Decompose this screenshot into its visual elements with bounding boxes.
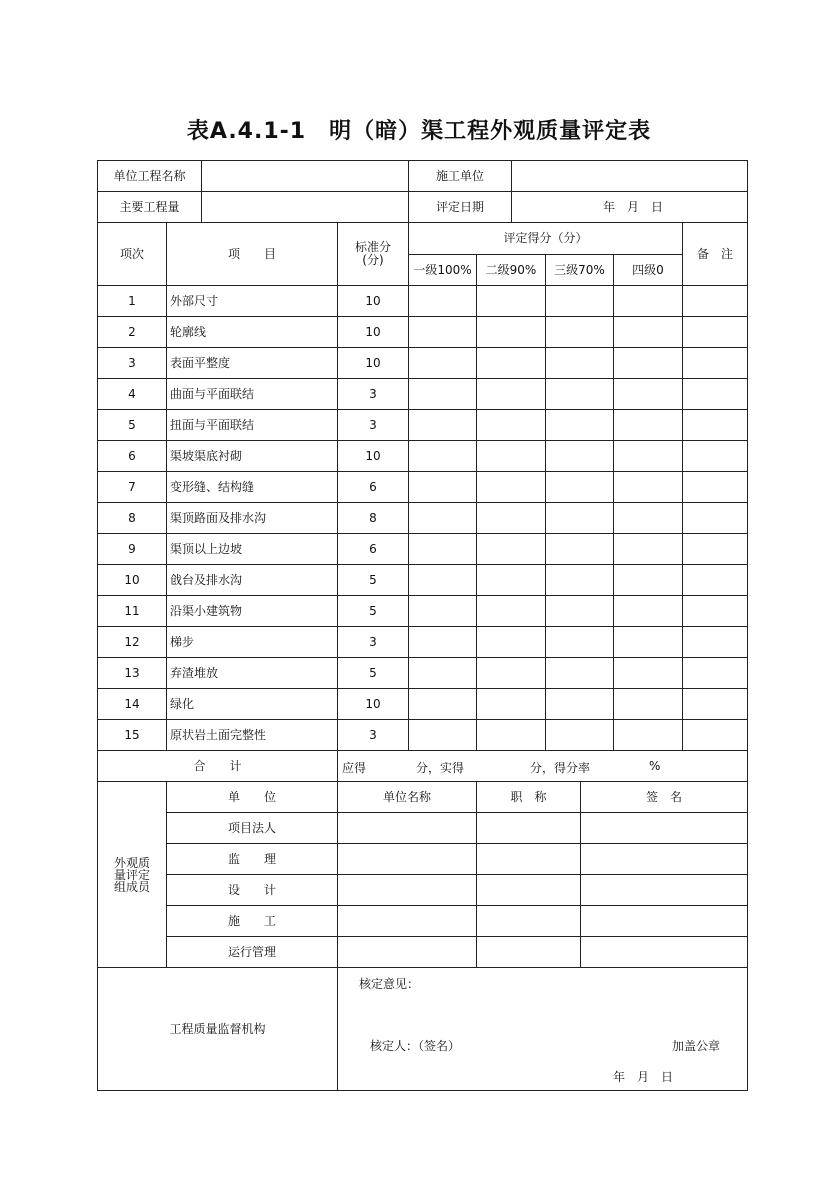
item-standard-score: 5 [337, 595, 409, 627]
unit-project-label: 单位工程名称 [97, 160, 202, 192]
grade-score-cell[interactable] [545, 719, 614, 751]
col-header-grade: 四级0 [613, 254, 683, 286]
contractor-label: 施工单位 [408, 160, 512, 192]
grade-score-cell[interactable] [545, 595, 614, 627]
remarks-cell[interactable] [682, 719, 748, 751]
grade-score-cell[interactable] [476, 347, 546, 379]
remarks-cell[interactable] [682, 285, 748, 317]
col-header-remarks: 备 注 [682, 222, 748, 286]
item-standard-score: 5 [337, 657, 409, 689]
col-header-item: 项 目 [166, 222, 338, 286]
grade-score-cell[interactable] [408, 316, 477, 348]
member-header: 单位名称 [337, 781, 477, 813]
grade-score-cell[interactable] [408, 471, 477, 503]
grade-score-cell[interactable] [476, 471, 546, 503]
grade-score-cell[interactable] [408, 657, 477, 689]
col-header-index: 项次 [97, 222, 167, 286]
grade-score-cell[interactable] [408, 688, 477, 720]
item-name: 梯步 [166, 626, 338, 658]
grade-score-cell[interactable] [545, 533, 614, 565]
grade-score-cell[interactable] [408, 564, 477, 596]
grade-score-cell[interactable] [545, 378, 614, 410]
item-number: 6 [97, 440, 167, 472]
item-standard-score: 8 [337, 502, 409, 534]
member-signature-field[interactable] [580, 812, 748, 844]
grade-score-cell[interactable] [545, 285, 614, 317]
item-number: 1 [97, 285, 167, 317]
grade-score-cell[interactable] [408, 347, 477, 379]
member-role: 运行管理 [166, 936, 338, 968]
item-name: 表面平整度 [166, 347, 338, 379]
item-number: 14 [97, 688, 167, 720]
item-name: 外部尺寸 [166, 285, 338, 317]
member-title-field[interactable] [476, 812, 581, 844]
eval-date-field[interactable]: 年 月 日 [511, 191, 748, 223]
grade-score-cell[interactable] [545, 347, 614, 379]
total-should-label: 应得 [342, 761, 367, 775]
grade-score-cell[interactable] [545, 440, 614, 472]
total-actual-label: 分，实得 [416, 761, 465, 775]
item-standard-score: 5 [337, 564, 409, 596]
remarks-cell[interactable] [682, 657, 748, 689]
item-standard-score: 10 [337, 688, 409, 720]
grade-score-cell[interactable] [613, 347, 683, 379]
unit-project-field[interactable] [201, 160, 409, 192]
member-unit-name-field[interactable] [337, 812, 477, 844]
member-title-field[interactable] [476, 936, 581, 968]
grade-score-cell[interactable] [476, 688, 546, 720]
grade-score-cell[interactable] [408, 378, 477, 410]
grade-score-cell[interactable] [613, 595, 683, 627]
grade-score-cell[interactable] [476, 440, 546, 472]
grade-score-cell[interactable] [408, 440, 477, 472]
col-header-grade: 二级90% [476, 254, 546, 286]
item-number: 2 [97, 316, 167, 348]
grade-score-cell[interactable] [476, 626, 546, 658]
supervision-date: 年 月 日 [613, 1070, 674, 1084]
member-title-field[interactable] [476, 843, 581, 875]
item-standard-score: 10 [337, 316, 409, 348]
grade-score-cell[interactable] [545, 471, 614, 503]
member-unit-name-field[interactable] [337, 936, 477, 968]
page-title: 表A.4.1-1 明（暗）渠工程外观质量评定表 [186, 119, 652, 144]
grade-score-cell[interactable] [476, 378, 546, 410]
grade-score-cell[interactable] [613, 533, 683, 565]
member-header: 职 称 [476, 781, 581, 813]
remarks-cell[interactable] [682, 378, 748, 410]
grade-score-cell[interactable] [613, 409, 683, 441]
opinion-label: 核定意见： [359, 977, 420, 991]
item-name: 沿渠小建筑物 [166, 595, 338, 627]
grade-score-cell[interactable] [476, 719, 546, 751]
grade-score-cell[interactable] [408, 719, 477, 751]
col-header-score-group: 评定得分（分） [408, 222, 683, 255]
item-number: 12 [97, 626, 167, 658]
item-name: 戗台及排水沟 [166, 564, 338, 596]
grade-score-cell[interactable] [476, 564, 546, 596]
grade-score-cell[interactable] [408, 533, 477, 565]
supervision-agency-label: 工程质量监督机构 [97, 967, 338, 1091]
grade-score-cell[interactable] [476, 285, 546, 317]
total-rate-label: 分，得分率 [530, 761, 591, 775]
member-signature-field[interactable] [580, 843, 748, 875]
grade-score-cell[interactable] [476, 595, 546, 627]
item-standard-score: 10 [337, 440, 409, 472]
grade-score-cell[interactable] [408, 626, 477, 658]
remarks-cell[interactable] [682, 688, 748, 720]
grade-score-cell[interactable] [613, 440, 683, 472]
remarks-cell[interactable] [682, 595, 748, 627]
member-role: 监 理 [166, 843, 338, 875]
grade-score-cell[interactable] [476, 502, 546, 534]
grade-score-cell[interactable] [408, 595, 477, 627]
grade-score-cell[interactable] [476, 657, 546, 689]
item-name: 渠顶路面及排水沟 [166, 502, 338, 534]
member-header: 单 位 [166, 781, 338, 813]
grade-score-cell[interactable] [408, 409, 477, 441]
member-title-field[interactable] [476, 905, 581, 937]
contractor-field[interactable] [511, 160, 748, 192]
approver-label: 核定人：（签名） [370, 1039, 461, 1053]
item-number: 15 [97, 719, 167, 751]
total-label: 合 计 [97, 750, 338, 782]
remarks-cell[interactable] [682, 440, 748, 472]
grade-score-cell[interactable] [408, 502, 477, 534]
grade-score-cell[interactable] [545, 688, 614, 720]
col-header-grade: 三级70% [545, 254, 614, 286]
item-number: 4 [97, 378, 167, 410]
item-name: 渠顶以上边坡 [166, 533, 338, 565]
item-name: 弃渣堆放 [166, 657, 338, 689]
member-role: 项目法人 [166, 812, 338, 844]
grade-score-cell[interactable] [613, 471, 683, 503]
item-name: 轮廓线 [166, 316, 338, 348]
member-unit-name-field[interactable] [337, 843, 477, 875]
item-number: 7 [97, 471, 167, 503]
member-role: 施 工 [166, 905, 338, 937]
grade-score-cell[interactable] [613, 657, 683, 689]
grade-score-cell[interactable] [613, 378, 683, 410]
member-unit-name-field[interactable] [337, 874, 477, 906]
item-name: 曲面与平面联结 [166, 378, 338, 410]
member-signature-field[interactable] [580, 905, 748, 937]
remarks-cell[interactable] [682, 347, 748, 379]
remarks-cell[interactable] [682, 626, 748, 658]
main-quantity-label: 主要工程量 [97, 191, 202, 223]
item-standard-score: 6 [337, 533, 409, 565]
grade-score-cell[interactable] [476, 533, 546, 565]
total-percent-label: % [649, 759, 661, 773]
remarks-cell[interactable] [682, 409, 748, 441]
grade-score-cell[interactable] [476, 316, 546, 348]
item-standard-score: 3 [337, 626, 409, 658]
item-standard-score: 10 [337, 347, 409, 379]
remarks-cell[interactable] [682, 502, 748, 534]
item-standard-score: 3 [337, 378, 409, 410]
seal-label: 加盖公章 [672, 1039, 721, 1053]
grade-score-cell[interactable] [613, 719, 683, 751]
item-name: 变形缝、结构缝 [166, 471, 338, 503]
grade-score-cell[interactable] [613, 688, 683, 720]
grade-score-cell[interactable] [476, 409, 546, 441]
item-name: 扭面与平面联结 [166, 409, 338, 441]
grade-score-cell[interactable] [613, 316, 683, 348]
item-number: 10 [97, 564, 167, 596]
member-role: 设 计 [166, 874, 338, 906]
grade-score-cell[interactable] [545, 657, 614, 689]
item-standard-score: 3 [337, 409, 409, 441]
item-number: 9 [97, 533, 167, 565]
item-number: 13 [97, 657, 167, 689]
grade-score-cell[interactable] [545, 502, 614, 534]
grade-score-cell[interactable] [613, 626, 683, 658]
item-number: 5 [97, 409, 167, 441]
item-number: 8 [97, 502, 167, 534]
member-unit-name-field[interactable] [337, 905, 477, 937]
member-signature-field[interactable] [580, 874, 748, 906]
col-header-standard: 标准分 (分) [337, 222, 409, 286]
grade-score-cell[interactable] [545, 564, 614, 596]
item-standard-score: 6 [337, 471, 409, 503]
grade-score-cell[interactable] [613, 564, 683, 596]
member-header: 签 名 [580, 781, 748, 813]
item-name: 原状岩土面完整性 [166, 719, 338, 751]
col-header-grade: 一级100% [408, 254, 477, 286]
eval-date-label: 评定日期 [408, 191, 512, 223]
member-signature-field[interactable] [580, 936, 748, 968]
member-group-label: 外观质 量评定 组成员 [97, 781, 167, 968]
item-number: 3 [97, 347, 167, 379]
grade-score-cell[interactable] [613, 285, 683, 317]
remarks-cell[interactable] [682, 316, 748, 348]
remarks-cell[interactable] [682, 533, 748, 565]
item-standard-score: 3 [337, 719, 409, 751]
item-name: 绿化 [166, 688, 338, 720]
item-number: 11 [97, 595, 167, 627]
grade-score-cell[interactable] [613, 502, 683, 534]
item-standard-score: 10 [337, 285, 409, 317]
grade-score-cell[interactable] [545, 626, 614, 658]
main-quantity-field[interactable] [201, 191, 409, 223]
grade-score-cell[interactable] [545, 316, 614, 348]
remarks-cell[interactable] [682, 564, 748, 596]
grade-score-cell[interactable] [408, 285, 477, 317]
grade-score-cell[interactable] [545, 409, 614, 441]
member-title-field[interactable] [476, 874, 581, 906]
remarks-cell[interactable] [682, 471, 748, 503]
item-name: 渠坡渠底衬砌 [166, 440, 338, 472]
